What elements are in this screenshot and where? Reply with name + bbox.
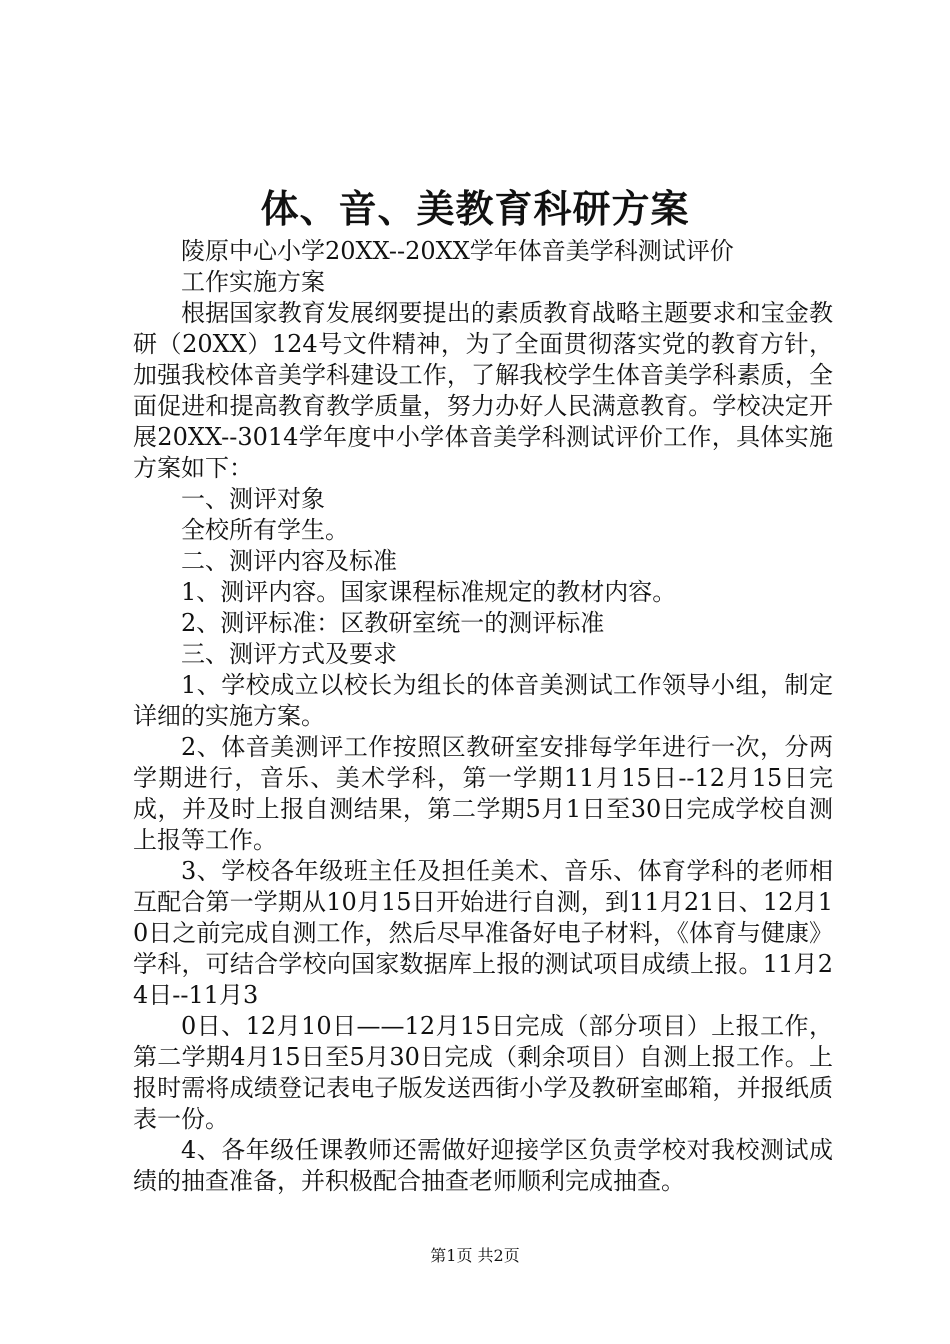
paragraph-intro: 根据国家教育发展纲要提出的素质教育战略主题要求和宝金教研（20XX）124号文件精神，为了全面贯彻落实党的教育方针，加强我校体音美学科建设工作，了解我校学生体音美学科素质，全面促进和提高教育教学质量，努力办好人民满意教育。学校决定开展20XX--3014学年度中小学体音美学科测试评价工作，具体实施方案如下： — [133, 299, 833, 482]
paragraph-item-1: 1、学校成立以校长为组长的体音美测试工作领导小组，制定详细的实施方案。 — [133, 671, 833, 730]
paragraph-subtitle-line1: 陵原中心小学20XX--20XX学年体音美学科测试评价 — [181, 237, 734, 265]
document-body — [133, 236, 833, 1197]
paragraph-standard: 2、测评标准：区教研室统一的测评标准 — [181, 609, 605, 637]
heading-section-1: 一、测评对象 — [181, 485, 325, 513]
paragraph-subtitle-line2: 工作实施方案 — [181, 268, 325, 296]
paragraph-item-3-continued: 0日、12月10日——12月15日完成（部分项目）上报工作，第二学期4月15日至5月30日完成（剩余项目）自测上报工作。上报时需将成绩登记表电子版发送西街小学及教研室邮箱，并报纸质表一份。 — [133, 1012, 833, 1133]
heading-section-2: 二、测评内容及标准 — [181, 547, 397, 575]
paragraph-item-3: 3、学校各年级班主任及担任美术、音乐、体育学科的老师相互配合第一学期从10月15日开始进行自测，到11月21日、12月10日之前完成自测工作，然后尽早准备好电子材料，《体育与健康》学科，可结合学校向国家数据库上报的测试项目成绩上报。11月24日--11月3 — [133, 857, 833, 1009]
document-title: 体、音、美教育科研方案 — [260, 186, 690, 231]
paragraph-item-4: 4、各年级任课教师还需做好迎接学区负责学校对我校测试成绩的抽查准备，并积极配合抽查老师顺利完成抽查。 — [133, 1136, 833, 1195]
paragraph-content: 1、测评内容。国家课程标准规定的教材内容。 — [181, 578, 677, 606]
page-number-footer: 第1页 共2页 — [430, 1246, 520, 1265]
heading-section-3: 三、测评方式及要求 — [181, 640, 397, 668]
paragraph-item-2: 2、体音美测评工作按照区教研室安排每学年进行一次，分两学期进行，音乐、美术学科，第一学期11月15日--12月15日完成，并及时上报自测结果，第二学期5月1日至30日完成学校自测上报等工作。 — [133, 733, 833, 854]
paragraph-section-1: 全校所有学生。 — [181, 516, 349, 544]
